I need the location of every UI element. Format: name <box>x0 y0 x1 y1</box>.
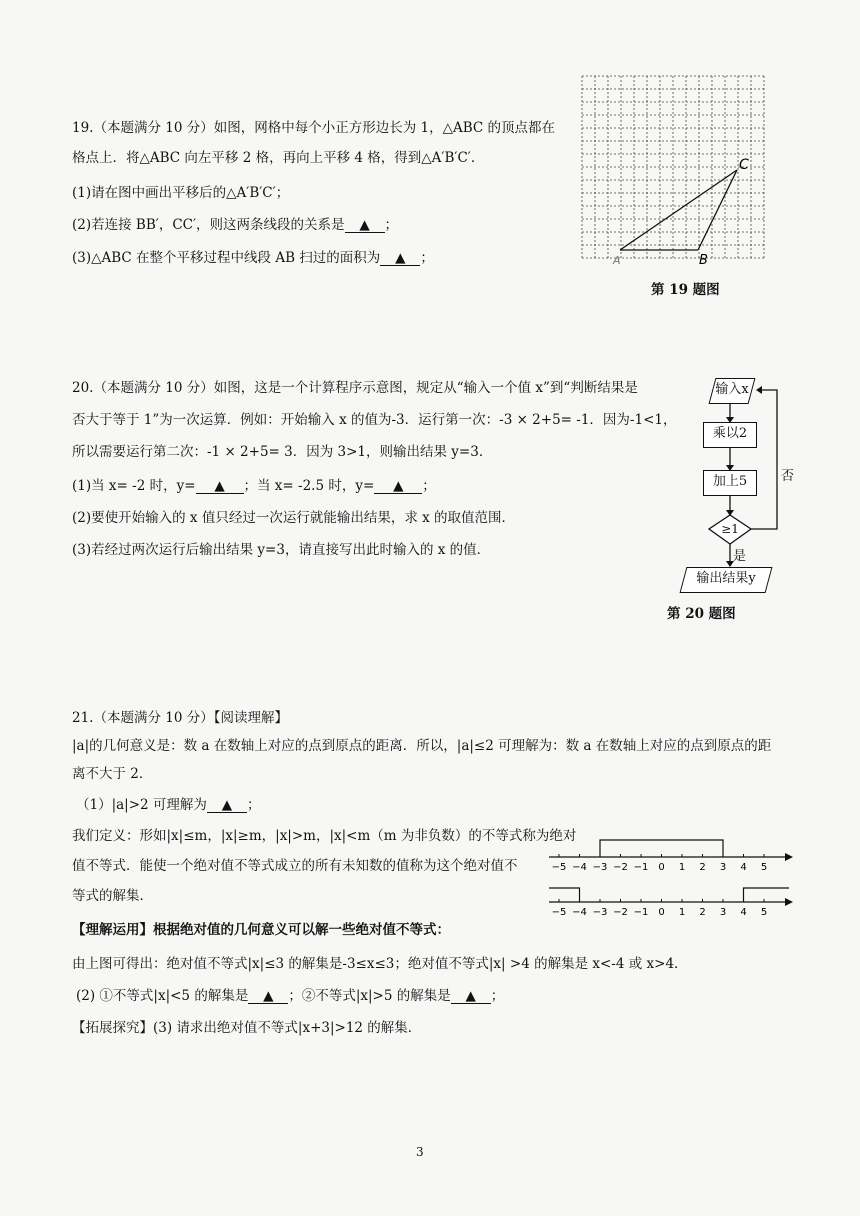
tick-label: 4 <box>740 862 747 873</box>
q20-part3: (3)若经过两次运行后输出结果 y=3，请直接写出此时输入的 x 的值． <box>72 542 491 558</box>
q19-grid-figure <box>580 68 780 273</box>
tick-label: 3 <box>719 862 727 873</box>
q19-head2: 格点上．将△ABC 向左平移 2 格，再向上平移 4 格，得到△A′B′C′． <box>72 150 485 166</box>
tick-label: −2 <box>613 907 628 918</box>
q20-part1-b: ；当 x= -2.5 时，y= <box>243 478 375 494</box>
q21-part1-tail: ； <box>246 797 261 813</box>
q20-part1-a: (1)当 x= -2 时，y= <box>72 478 196 494</box>
q20-line3: 所以需要运行第二次：-1 × 2+5= 3．因为 3>1，则输出结果 y=3． <box>72 444 493 460</box>
q19-part3 <box>72 248 434 268</box>
q21-def2: 值不等式．能使一个绝对值不等式成立的所有未知数的值称为这个绝对值不 <box>72 858 518 874</box>
q20-flow-step2: 加上5 <box>703 470 757 496</box>
q19-part2-blank[interactable]: ▲ <box>345 218 385 233</box>
tick-label: 1 <box>678 862 686 873</box>
q21-def3: 等式的解集． <box>72 888 153 904</box>
q19-part3-text: (3)△ABC 在整个平移过程中线段 AB 扫过的面积为 <box>72 250 381 266</box>
q21-line1: |a|的几何意义是：数 a 在数轴上对应的点到原点的距离．所以，|a|≤2 可理解为：数 a 在数轴上对应的点到原点的距 <box>72 738 772 754</box>
q21-apply-head: 【理解运用】根据绝对值的几何意义可以解一些绝对值不等式： <box>72 922 450 938</box>
q19-label-a: A <box>613 254 621 267</box>
tick-label: −3 <box>592 862 608 873</box>
q19-label-b: B <box>699 253 708 268</box>
tick-label: −4 <box>572 907 587 918</box>
q19-figure-caption: 第 19 题图 <box>651 282 720 298</box>
tick-label: 1 <box>678 907 686 918</box>
tick-label: −5 <box>551 862 567 873</box>
tick-label: 5 <box>760 862 768 873</box>
q21-part2-blank2[interactable]: ▲ <box>451 989 491 1004</box>
q21-part2-blank1[interactable]: ▲ <box>248 989 288 1004</box>
tick-label: −4 <box>572 862 587 873</box>
axis-arrow <box>785 898 793 906</box>
q19-label-c: C <box>739 157 749 173</box>
q21-part1-blank[interactable]: ▲ <box>207 798 247 813</box>
q20-part1-c: ； <box>422 478 436 494</box>
solution-range <box>549 888 580 902</box>
q21-number-lines <box>545 832 795 918</box>
axis-arrow <box>785 853 793 861</box>
q19-triangle <box>620 170 737 250</box>
q20-line2: 否大于等于 1”为一次运算．例如：开始输入 x 的值为-3．运行第一次：-3 × 2+5= -1．因为-1<1， <box>72 412 677 428</box>
q20-flow-output-label: 输出结果y <box>696 571 756 586</box>
tick-label: 0 <box>658 862 665 873</box>
q19-part1: (1)请在图中画出平移后的△A′B′C′； <box>72 185 290 201</box>
tick-label: −3 <box>592 907 608 918</box>
tick-label: −1 <box>633 907 649 918</box>
solution-range <box>744 888 790 902</box>
q19-part3-blank[interactable]: ▲ <box>380 251 420 266</box>
q21-def1: 我们定义：形如|x|≤m，|x|≥m，|x|>m，|x|<m（m 为非负数）的不等式称为绝对 <box>72 828 577 844</box>
q20-flow-step1: 乘以2 <box>703 422 757 448</box>
q20-part2: (2)要使开始输入的 x 值只经过一次运行就能输出结果，求 x 的取值范围． <box>72 510 516 526</box>
q20-part1 <box>72 476 436 496</box>
q21-part2-b: ；②不等式|x|>5 的解集是 <box>288 988 451 1004</box>
tick-label: 2 <box>699 862 706 873</box>
q21-line2: 离不大于 2． <box>72 766 153 782</box>
q19-part3-tail: ； <box>420 250 434 266</box>
q19-part2-text: (2)若连接 BB′，CC′，则这两条线段的关系是 <box>72 217 345 233</box>
q21-part2-a: (2) ①不等式|x|<5 的解集是 <box>76 988 249 1004</box>
tick-label: 2 <box>699 907 706 918</box>
q20-flow-no-label: 否 <box>781 469 795 484</box>
q20-flow-yes-label: 是 <box>733 549 747 564</box>
q20-line1: 20.（本题满分 10 分）如图，这是一个计算程序示意图，规定从“输入一个值 x”到“判断结果是 <box>72 380 638 396</box>
number-line-abs-le-3 <box>549 840 793 873</box>
number-line-abs-gt-4 <box>549 888 793 918</box>
q19-part2-tail: ； <box>384 217 399 233</box>
tick-label: 3 <box>719 907 727 918</box>
tick-label: −1 <box>633 862 649 873</box>
page-number: 3 <box>416 1145 424 1159</box>
q21-part1 <box>76 795 260 815</box>
q21-part1-text: （1）|a|>2 可理解为 <box>76 797 207 813</box>
q21-part2-c: ； <box>490 988 505 1004</box>
tick-label: 5 <box>760 907 768 918</box>
q20-flow-cond-label: ≥1 <box>721 522 739 536</box>
q21-part2 <box>76 986 504 1006</box>
q20-part1-blank2[interactable]: ▲ <box>374 479 422 494</box>
q19-part2 <box>72 215 398 235</box>
tick-label: 4 <box>740 907 747 918</box>
q20-figure-caption: 第 20 题图 <box>667 606 736 622</box>
q19-head: 19.（本题满分 10 分）如图，网格中每个小正方形边长为 1，△ABC 的顶点都在 <box>72 120 556 136</box>
q20-part1-blank1[interactable]: ▲ <box>196 479 244 494</box>
q21-head: 21.（本题满分 10 分）【阅读理解】 <box>72 710 288 726</box>
tick-label: −5 <box>551 907 567 918</box>
tick-label: 0 <box>658 907 665 918</box>
q21-apply-line: 由上图可得出：绝对值不等式|x|≤3 的解集是-3≤x≤3；绝对值不等式|x| >4 的解集是 x<-4 或 x>4． <box>72 956 688 972</box>
tick-label: −2 <box>613 862 628 873</box>
q21-extend: 【拓展探究】(3) 请求出绝对值不等式|x+3|>12 的解集． <box>72 1020 422 1036</box>
q20-flow-input-label: 输入x <box>715 382 749 397</box>
